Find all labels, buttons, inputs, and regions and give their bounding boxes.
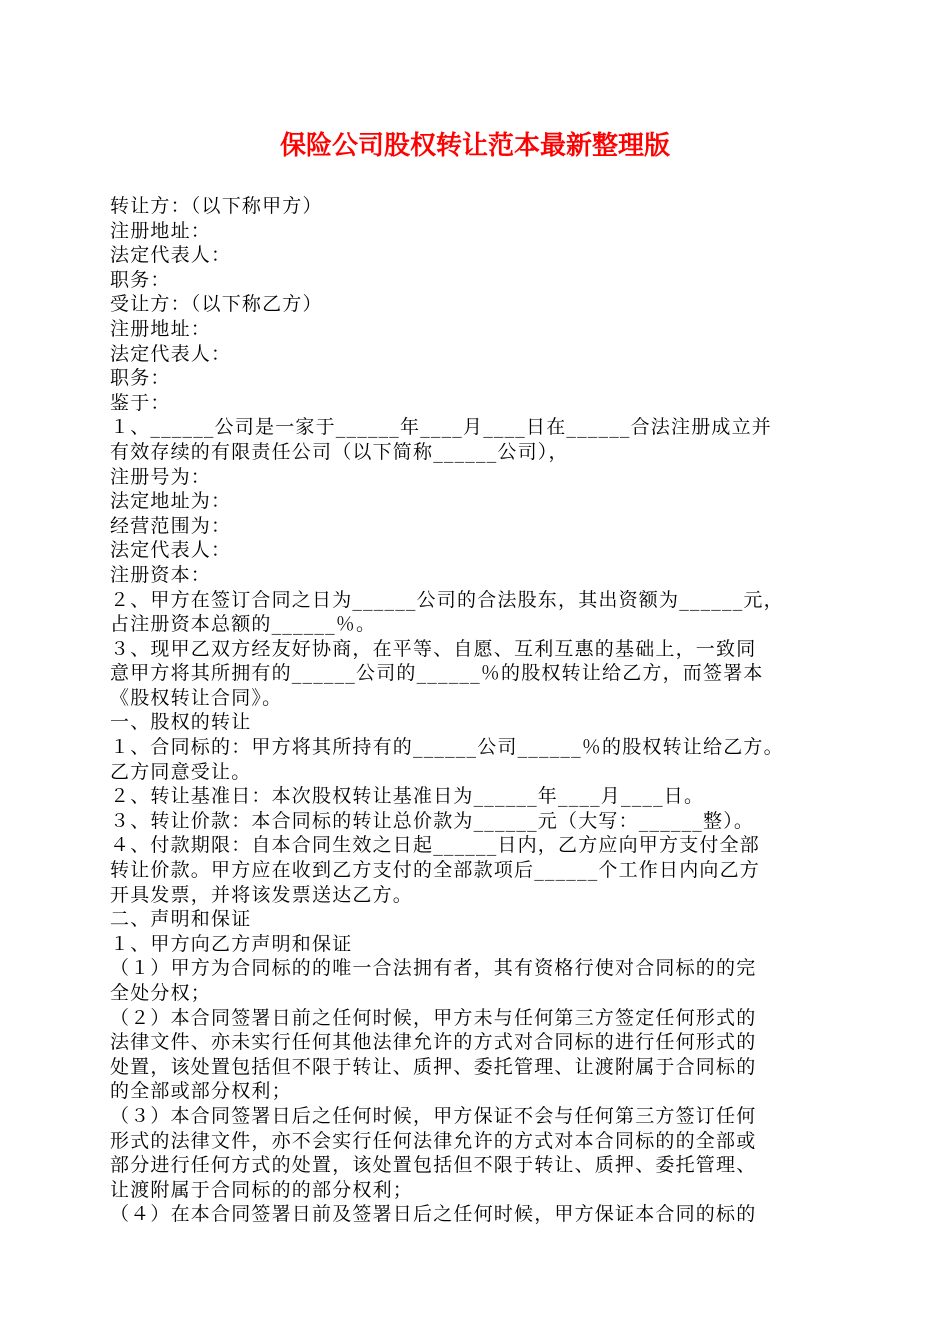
text-line: 的全部或部分权利； xyxy=(110,1080,292,1103)
text-line: 处置，该处置包括但不限于转让、质押、委托管理、让渡附属于合同标的 xyxy=(110,1055,757,1078)
text-line: （２）本合同签署日前之任何时候，甲方未与任何第三方签定任何形式的 xyxy=(110,1006,757,1029)
text-line: 法定代表人： xyxy=(110,342,232,365)
text-line: ２、甲方在签订合同之日为______公司的合法股东，其出资额为______元， xyxy=(110,588,784,611)
text-line: 注册号为： xyxy=(110,465,212,488)
text-line: ３、转让价款：本合同标的转让总价款为______元（大写：______整）。 xyxy=(110,809,755,832)
text-line: ３、现甲乙双方经友好协商，在平等、自愿、互利互惠的基础上，一致同 xyxy=(110,637,757,660)
text-line: 《股权转让合同》。 xyxy=(110,686,283,709)
text-line: １、______公司是一家于______年____月____日在______合法注册成立并 xyxy=(110,416,773,439)
document-title: 保险公司股权转让范本最新整理版 xyxy=(279,131,670,161)
text-line: 让渡附属于合同标的的部分权利； xyxy=(110,1178,414,1201)
text-line: 乙方同意受让。 xyxy=(110,760,252,783)
text-line: 经营范围为： xyxy=(110,514,232,537)
text-line: 有效存续的有限责任公司（以下简称______公司）， xyxy=(110,440,569,463)
text-line: 形式的法律文件，亦不会实行任何法律允许的方式对本合同标的的全部或 xyxy=(110,1129,757,1152)
text-line: 法定代表人： xyxy=(110,539,232,562)
text-line: 一、股权的转让 xyxy=(110,711,252,734)
text-line: 二、声明和保证 xyxy=(110,908,252,931)
text-line: 转让价款。甲方应在收到乙方支付的全部款项后______个工作日内向乙方 xyxy=(110,859,761,882)
text-line: 受让方：（以下称乙方） xyxy=(110,293,323,316)
text-line: ２、转让基准日：本次股权转让基准日为______年____月____日。 xyxy=(110,785,705,808)
text-line: 全处分权； xyxy=(110,982,212,1004)
text-line: 注册地址： xyxy=(110,317,212,340)
text-line: 注册地址： xyxy=(110,219,212,242)
text-line: 转让方：（以下称甲方） xyxy=(110,195,323,217)
text-line: １、甲方向乙方声明和保证 xyxy=(110,932,353,955)
text-line: 意甲方将其所拥有的______公司的______％的股权转让给乙方，而签署本 xyxy=(110,662,764,685)
text-line: 开具发票，并将该发票送达乙方。 xyxy=(110,883,414,906)
text-line: 职务： xyxy=(110,367,171,390)
text-line: 法律文件、亦未实行任何其他法律允许的方式对合同标的进行任何形式的 xyxy=(110,1031,757,1054)
text-line: （１）甲方为合同标的的唯一合法拥有者，其有资格行使对合同标的的完 xyxy=(110,957,757,980)
text-line: １、合同标的：甲方将其所持有的______公司______％的股权转让给乙方。 xyxy=(110,736,784,759)
text-line: 鉴于： xyxy=(110,391,171,414)
text-line: 注册资本： xyxy=(110,563,212,586)
text-line: 法定代表人： xyxy=(110,244,232,267)
text-line: （３）本合同签署日后之任何时候，甲方保证不会与任何第三方签订任何 xyxy=(110,1104,757,1127)
text-line: 职务： xyxy=(110,268,171,291)
text-line: 法定地址为： xyxy=(110,490,232,513)
text-line: （４）在本合同签署日前及签署日后之任何时候，甲方保证本合同的标的 xyxy=(110,1203,757,1226)
text-line: 占注册资本总额的______％。 xyxy=(110,613,377,636)
document-body xyxy=(110,194,850,1227)
text-line: ４、付款期限：自本合同生效之日起______日内，乙方应向甲方支付全部 xyxy=(110,834,761,857)
text-line: 部分进行任何方式的处置，该处置包括但不限于转让、质押、委托管理、 xyxy=(110,1154,757,1177)
